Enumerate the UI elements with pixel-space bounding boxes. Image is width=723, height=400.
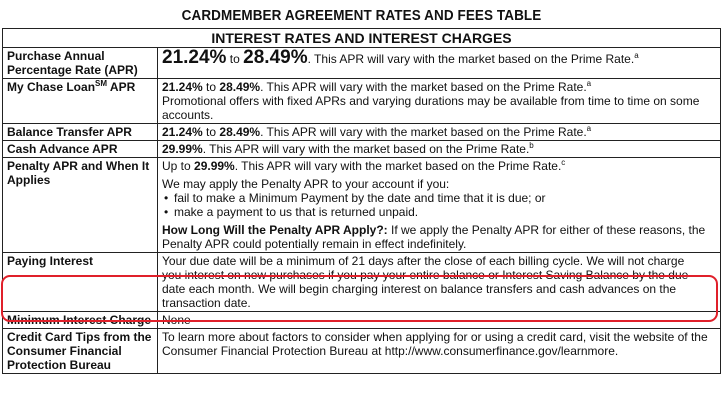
row-value-paying-interest: Your due date will be a minimum of 21 days after the close of each billing cycle. We will not charge you interest on new purchases if you pay your entire balance or Interest Saving Balance by the due date each month. We will begin charging interest on balance transfers and cash advances on the transaction date. <box>158 253 721 312</box>
penalty-may-apply: We may apply the Penalty APR to your account if you: <box>162 177 450 191</box>
chase-loan-promo: Promotional offers with fixed APRs and varying durations may be available from time to time on some accounts. <box>162 94 700 122</box>
cash-advance-apr-text: . This APR will vary with the market based on the Prime Rate. <box>202 142 530 156</box>
table-row-cash-advance-apr <box>3 141 721 158</box>
chase-loan-apr-to: to <box>202 80 220 94</box>
table-row-minimum-interest-charge <box>3 312 721 329</box>
table-row-credit-card-tips <box>3 329 721 374</box>
penalty-apr-rate: 29.99% <box>194 159 235 173</box>
chase-loan-apr-text: . This APR will vary with the market based on the Prime Rate. <box>260 80 587 94</box>
balance-transfer-apr-note: a <box>586 124 592 133</box>
purchase-apr-high: 28.49% <box>243 47 308 68</box>
penalty-apr-note: c <box>561 158 566 167</box>
purchase-apr-text: . This APR will vary with the market based on the Prime Rate. <box>307 52 635 66</box>
row-label-balance-transfer-apr: Balance Transfer APR <box>3 124 158 141</box>
row-value-balance-transfer-apr <box>158 124 721 141</box>
row-label-credit-card-tips: Credit Card Tips from the Consumer Financial Protection Bureau <box>3 329 158 374</box>
purchase-apr-to: to <box>229 52 240 66</box>
row-value-penalty-apr <box>158 158 721 253</box>
row-value-cash-advance-apr <box>158 141 721 158</box>
penalty-apr-text: . This APR will vary with the market based on the Prime Rate. <box>234 159 562 173</box>
balance-transfer-apr-high: 28.49% <box>219 125 261 139</box>
list-item: • fail to make a Minimum Payment by the date and time that it is due; or <box>174 191 716 205</box>
table-row-balance-transfer-apr <box>3 124 721 141</box>
row-value-credit-card-tips: To learn more about factors to consider when applying for or using a credit card, visit the website of the Consumer Financial Protection Bureau at http://www.consumerfinance.gov/learnmore. <box>158 329 721 374</box>
list-item: • make a payment to us that is returned unpaid. <box>174 205 716 219</box>
balance-transfer-apr-low: 21.24% <box>162 125 203 139</box>
row-label-purchase-apr: Purchase Annual Percentage Rate (APR) <box>3 48 158 79</box>
chase-loan-apr-high: 28.49% <box>219 80 261 94</box>
table-row-purchase-apr <box>3 48 721 79</box>
chase-loan-apr-low: 21.24% <box>162 80 203 94</box>
rates-table <box>2 28 721 374</box>
penalty-bullet-list <box>162 191 716 219</box>
row-value-purchase-apr <box>158 48 721 79</box>
penalty-how-long-text: If we apply the Penalty APR for either of these reasons, the Penalty APR could potentially remain in effect indefinitely. <box>162 223 706 251</box>
page-title: CARDMEMBER AGREEMENT RATES AND FEES TABLE <box>181 8 542 24</box>
row-label-paying-interest: Paying Interest <box>3 253 158 312</box>
purchase-apr-low: 21.24% <box>162 47 227 68</box>
service-mark: SM <box>95 79 108 88</box>
row-label-chase-loan-apr <box>3 79 158 124</box>
section-header-row <box>3 29 721 48</box>
row-label-penalty-apr: Penalty APR and When It Applies <box>3 158 158 253</box>
penalty-apr-prefix: Up to <box>162 159 195 173</box>
table-row-chase-loan-apr <box>3 79 721 124</box>
penalty-how-long-label: How Long Will the Penalty APR Apply?: <box>162 223 388 237</box>
balance-transfer-apr-to: to <box>202 125 220 139</box>
row-value-minimum-interest-charge: None <box>158 312 721 329</box>
table-row-penalty-apr <box>3 158 721 253</box>
cash-advance-apr-rate: 29.99% <box>162 142 203 156</box>
purchase-apr-note: a <box>634 51 639 60</box>
row-label-cash-advance-apr: Cash Advance APR <box>3 141 158 158</box>
table-row-paying-interest <box>3 253 721 312</box>
cash-advance-apr-note: b <box>529 141 534 150</box>
row-value-chase-loan-apr <box>158 79 721 124</box>
chase-loan-apr-note: a <box>586 79 592 88</box>
chase-loan-label-text: My Chase Loan <box>7 80 96 94</box>
chase-loan-label-suffix: APR <box>107 80 136 94</box>
section-header: INTEREST RATES AND INTEREST CHARGES <box>3 29 721 48</box>
row-label-minimum-interest-charge: Minimum Interest Charge <box>3 312 158 329</box>
balance-transfer-apr-text: . This APR will vary with the market based on the Prime Rate. <box>260 125 587 139</box>
